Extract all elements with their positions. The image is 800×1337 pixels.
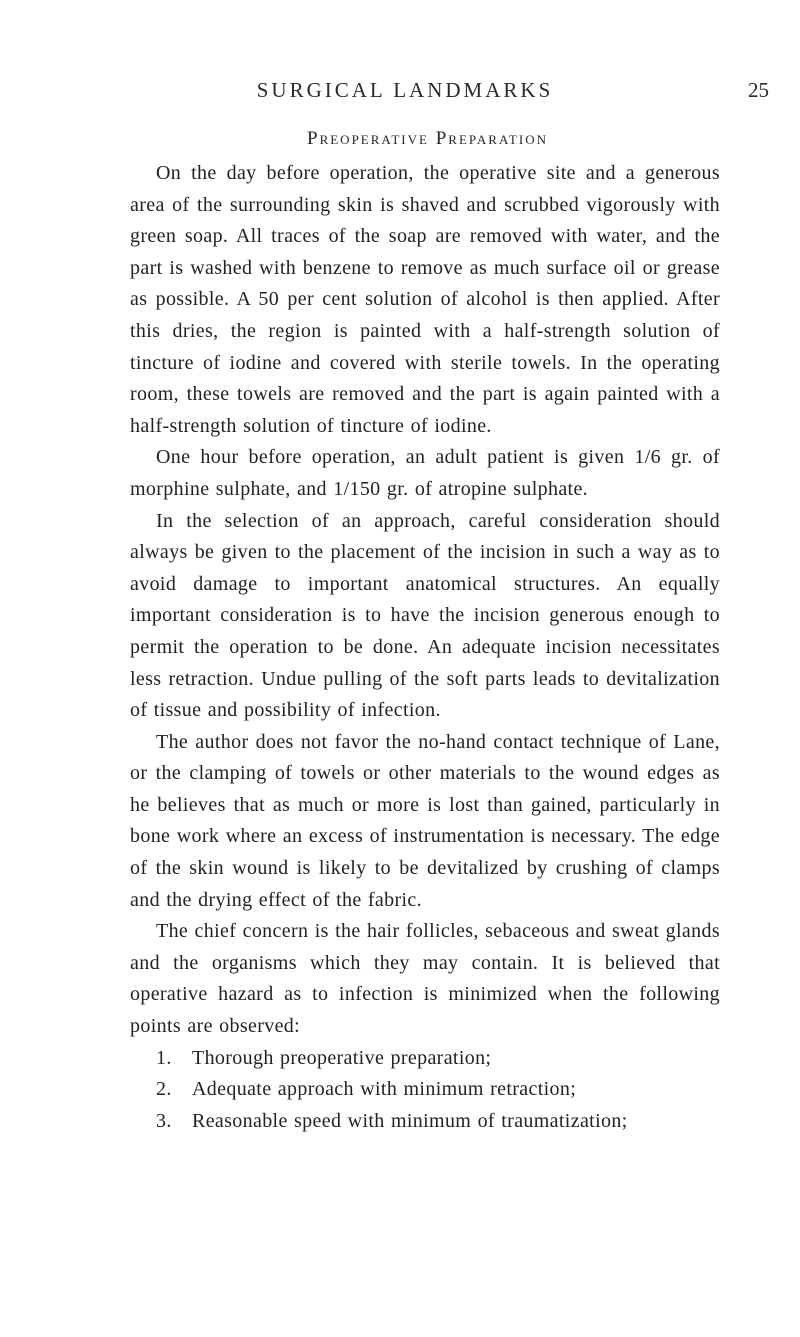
paragraph-incision-selection: In the selection of an approach, careful consideration should always be given to the placement of the incision in such a way as to avoid damage to important anatomical structures. An equally important consideration is to have the incision generous enough to permit the operation to be done. An adequate incision necessitates less retraction. Undue pulling of the soft parts leads to devitalization of tissue and possibility of infection. xyxy=(130,509,720,722)
running-head xyxy=(185,78,775,108)
running-title: SURGICAL LANDMARKS xyxy=(256,78,554,102)
list-item xyxy=(130,1074,720,1106)
paragraph-skin-preparation: On the day before operation, the operative site and a generous area of the surrounding skin is shaved and scrubbed vigorously with green soap. All traces of the soap are removed with water, and the part is washed with benzene to remove as much surface oil or grease as possible. A 50 per cent solution of alcohol is then applied. After this dries, the region is painted with a half-strength solution of tincture of iodine and covered with sterile towels. In the operating room, these towels are removed and the part is again painted with a half-strength solution of tincture of iodine. xyxy=(130,162,720,437)
list-item-number: 3. xyxy=(156,1109,172,1132)
section-heading: Preoperative Preparation xyxy=(307,128,548,149)
paragraph-technique-opinion: The author does not favor the no-hand contact technique of Lane, or the clamping of towels or other materials to the wound edges as he believes that as much or more is lost than gained, particularly in bone work where an excess of instrumentation is necessary. The edge of the skin wound is likely to be devitalized by crushing of clamps and the drying effect of the fabric. xyxy=(130,730,720,911)
list-item-number: 1. xyxy=(156,1046,172,1069)
list-item-text: Thorough preoperative preparation; xyxy=(192,1046,492,1069)
body-text xyxy=(130,158,720,1137)
paragraph-premedication: One hour before operation, an adult patient is given 1/6 gr. of morphine sulphate, and 1/150 gr. of atropine sulphate. xyxy=(130,446,720,500)
list-item-text: Adequate approach with minimum retraction; xyxy=(192,1078,577,1101)
list-item-text: Reasonable speed with minimum of traumatization; xyxy=(192,1109,628,1132)
list-item xyxy=(130,1106,720,1138)
page-number: 25 xyxy=(748,78,769,102)
paragraph-chief-concern: The chief concern is the hair follicles, sebaceous and sweat glands and the organisms which they may contain. It is believed that operative hazard as to infection is minimized when the following points are observed: xyxy=(130,920,720,1038)
observed-points-list xyxy=(130,1043,720,1138)
list-item xyxy=(130,1043,720,1075)
list-item-number: 2. xyxy=(156,1078,172,1101)
